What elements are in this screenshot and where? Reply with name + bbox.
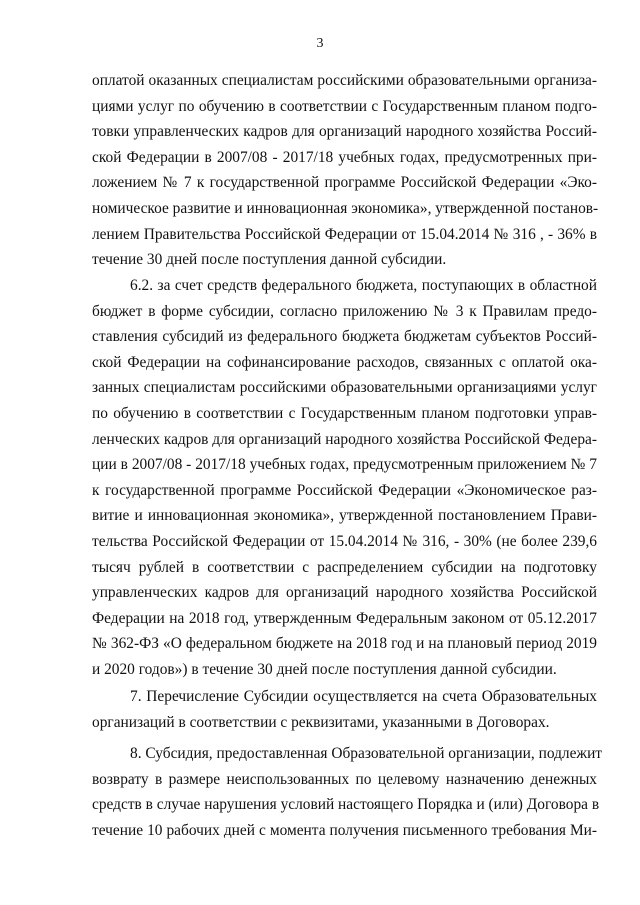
text-line: тысяч рублей в соответствии с распределением субсидии на подготовку bbox=[92, 558, 597, 576]
text-line: ложением № 7 к государственной программе Российской Федерации «Эко- bbox=[92, 174, 597, 192]
text-line: циями услуг по обучению в соответствии с Государственным планом подго- bbox=[92, 97, 597, 115]
text-line: товки управленческих кадров для организаций народного хозяйства Россий- bbox=[92, 123, 597, 141]
text-line: Федерации на 2018 год, утвержденным Федеральным законом от 05.12.2017 bbox=[92, 609, 597, 627]
text-line: занных специалистам российскими образовательными организациями услуг bbox=[92, 379, 597, 397]
text-line: ской Федерации в 2007/08 - 2017/18 учебных годах, предусмотренных при- bbox=[92, 148, 597, 166]
text-line: ленческих кадров для организаций народного хозяйства Российской Федера- bbox=[92, 430, 597, 448]
text-line: № 362-ФЗ «О федеральном бюджете на 2018 год и на плановый период 2019 bbox=[92, 635, 597, 653]
text-line: возврату в размере неиспользованных по целевому назначению денежных bbox=[92, 770, 597, 788]
text-line: 7. Перечисление Субсидии осуществляется на счета Образовательных bbox=[130, 688, 597, 705]
text-line: ской Федерации на софинансирование расходов, связанных с оплатой ока- bbox=[92, 353, 597, 371]
text-line: ции в 2007/08 - 2017/18 учебных годах, предусмотренным приложением № 7 bbox=[92, 456, 597, 474]
text-line: по обучению в соответствии с Государственным планом подготовки управ- bbox=[92, 404, 597, 422]
text-line: витие и инновационная экономика», утвержденной постановлением Прави- bbox=[92, 507, 597, 525]
text-line: тельства Российской Федерации от 15.04.2014 № 316, - 30% (не более 239,6 bbox=[92, 532, 597, 550]
text-line: номическое развитие и инновационная экономика», утвержденной постанов- bbox=[92, 199, 599, 217]
text-line: к государственной программе Российской Федерации «Экономическое раз- bbox=[92, 481, 597, 499]
text-line: лением Правительства Российской Федерации от 15.04.2014 № 316 , - 36% в bbox=[92, 225, 597, 243]
text-line: течение 10 рабочих дней с момента получения письменного требования Ми- bbox=[92, 821, 597, 839]
text-line: 8. Субсидия, предоставленная Образовательной организации, подлежит bbox=[130, 745, 603, 762]
paragraph-continuation bbox=[92, 68, 597, 273]
text-line: ставления субсидий из федерального бюджета бюджетам субъектов Россий- bbox=[92, 328, 597, 346]
text-line: оплатой оказанных специалистам российскими образовательными организа- bbox=[92, 72, 597, 89]
paragraph-item-6-2 bbox=[92, 273, 597, 683]
text-line: 6.2. за счет средств федерального бюджета, поступающих в областной bbox=[130, 277, 597, 294]
text-line: течение 30 дней после поступления данной субсидии. bbox=[92, 251, 447, 269]
text-line: и 2020 годов») в течение 30 дней после поступления данной субсидии. bbox=[92, 660, 557, 678]
text-line: бюджет в форме субсидии, согласно приложению № 3 к Правилам предо- bbox=[92, 302, 597, 320]
text-line: управленческих кадров для организаций народного хозяйства Российской bbox=[92, 584, 597, 602]
text-line: средств в случае нарушения условий настоящего Порядка и (или) Договора в bbox=[92, 796, 600, 814]
paragraph-item-7 bbox=[92, 684, 597, 735]
text-line: организаций в соответствии с реквизитами, указанными в Договорах. bbox=[92, 713, 550, 731]
page-number: 3 bbox=[316, 36, 324, 51]
paragraph-item-8 bbox=[92, 741, 603, 843]
